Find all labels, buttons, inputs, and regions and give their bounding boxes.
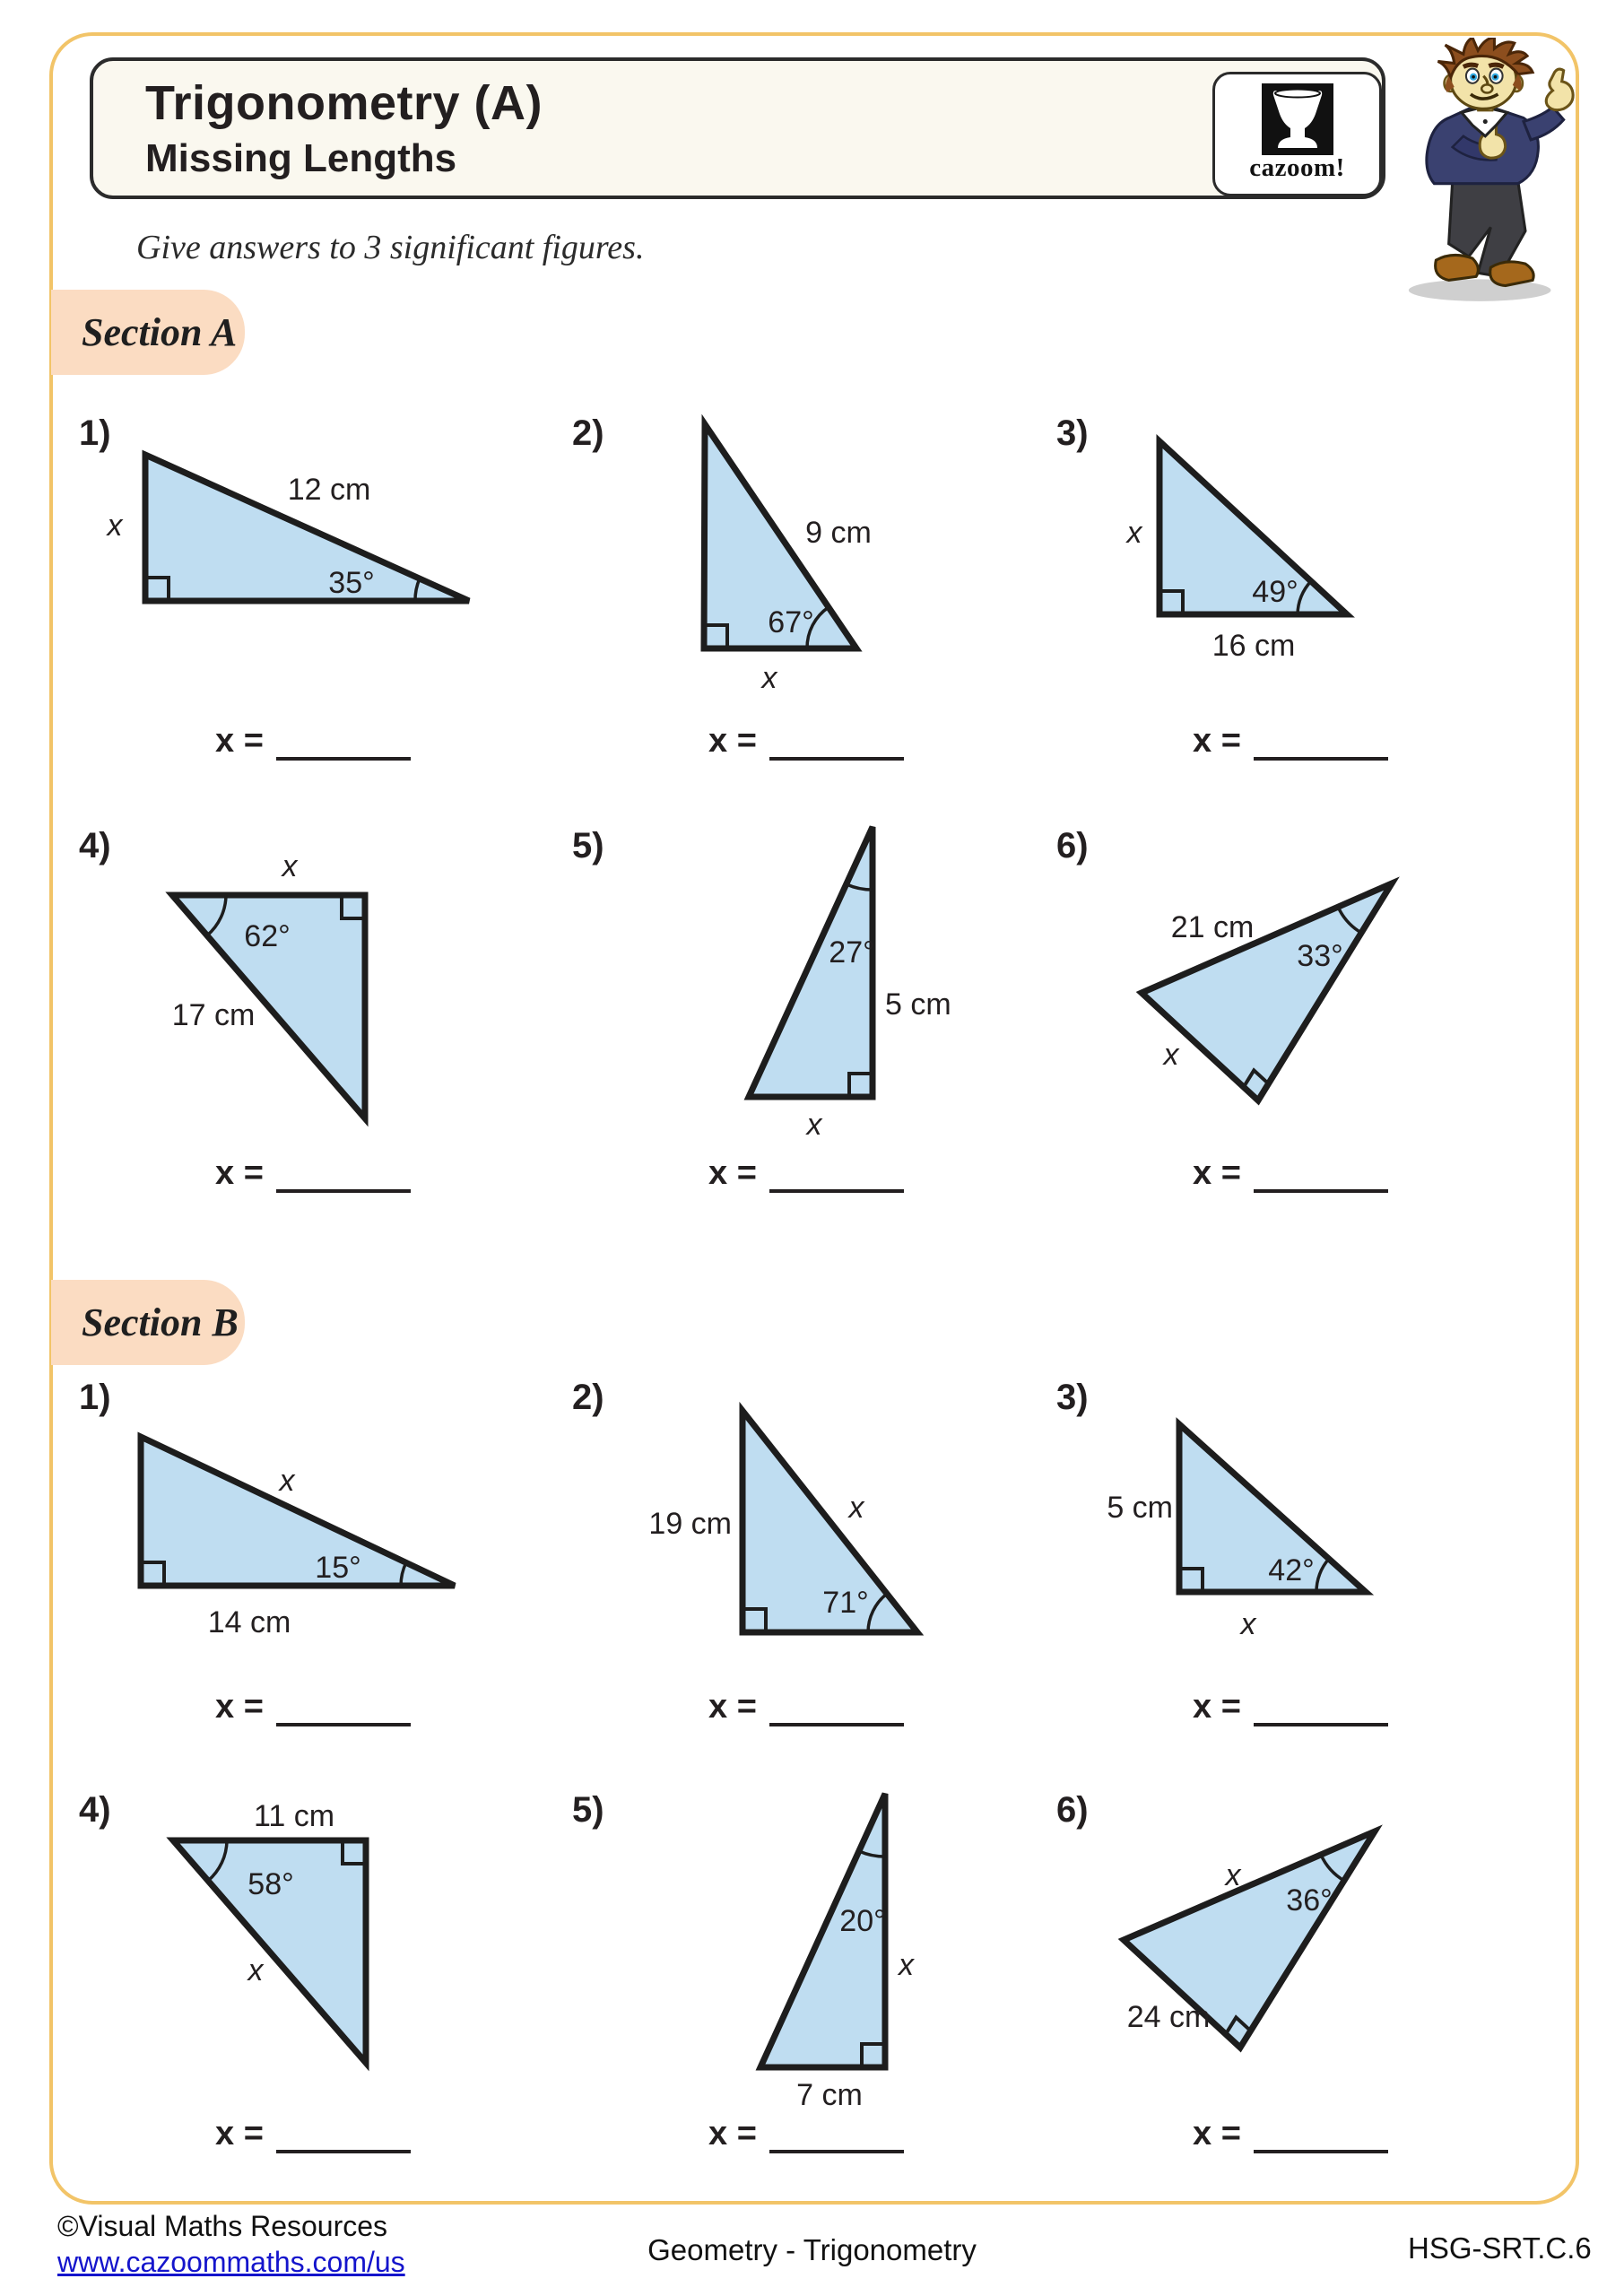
answer-row <box>215 722 411 761</box>
side-label-length: 16 cm <box>1211 629 1296 663</box>
side-label-length: 14 cm <box>207 1605 291 1639</box>
answer-row <box>708 722 904 761</box>
cazoom-logo <box>1212 72 1382 196</box>
side-label-x: x <box>899 1948 914 1982</box>
triangle-diagram <box>1049 1372 1551 1704</box>
triangle-diagram <box>565 1785 1067 2117</box>
page-subtitle: Missing Lengths <box>145 136 457 180</box>
problem-number: 6) <box>1056 1790 1089 1830</box>
triangle-diagram <box>1049 1785 1551 2117</box>
standard-code: HSG-SRT.C.6 <box>1408 2231 1592 2265</box>
angle-label: 33° <box>1297 939 1343 973</box>
answer-blank <box>276 1692 411 1726</box>
side-label-length: 7 cm <box>796 2078 863 2112</box>
angle-label: 27° <box>829 935 875 970</box>
triangle-diagram <box>1049 408 1551 740</box>
problem-number: 1) <box>79 1378 111 1417</box>
angle-label: 71° <box>822 1586 869 1620</box>
side-label-x: x <box>1225 1858 1241 1892</box>
problem-number: 3) <box>1056 1378 1089 1417</box>
problem-number: 4) <box>79 1790 111 1830</box>
problem-number: 2) <box>572 1378 604 1417</box>
problem-b3 <box>1049 1372 1551 1785</box>
side-label-x: x <box>1240 1607 1256 1641</box>
triangle-diagram <box>565 821 1067 1152</box>
answer-row <box>1193 1154 1388 1193</box>
answer-row <box>708 1154 904 1193</box>
side-label-x: x <box>1126 516 1142 550</box>
answer-prefix: x = <box>215 722 264 760</box>
answer-row <box>708 2115 904 2153</box>
triangle-diagram <box>72 821 574 1152</box>
angle-label: 62° <box>244 919 291 953</box>
triangle-diagram <box>565 1372 1067 1704</box>
side-label-x: x <box>248 1953 264 1987</box>
answer-row <box>1193 722 1388 761</box>
answer-prefix: x = <box>1193 1688 1241 1726</box>
problem-a6 <box>1049 821 1551 1233</box>
answer-blank <box>276 726 411 761</box>
problem-a1 <box>72 408 574 821</box>
problem-number: 3) <box>1056 413 1089 453</box>
side-label-length: 24 cm <box>1126 2000 1211 2034</box>
problem-number: 4) <box>79 826 111 865</box>
angle-label: 36° <box>1286 1883 1333 1918</box>
problem-b6 <box>1049 1785 1551 2197</box>
angle-label: 15° <box>315 1551 361 1585</box>
website-link[interactable]: www.cazoommaths.com/us <box>57 2246 405 2278</box>
answer-row <box>215 1154 411 1193</box>
side-label-x: x <box>1163 1038 1179 1072</box>
side-label-length: 12 cm <box>287 473 371 507</box>
answer-prefix: x = <box>708 1688 757 1726</box>
side-label-x: x <box>761 661 777 695</box>
side-label-length: 21 cm <box>1170 910 1255 944</box>
problem-b4 <box>72 1785 574 2197</box>
answer-blank <box>769 2119 904 2153</box>
problem-b1 <box>72 1372 574 1785</box>
drum-logo-icon <box>1262 83 1333 155</box>
footer-topic: Geometry - Trigonometry <box>647 2233 977 2266</box>
problem-a2 <box>565 408 1067 821</box>
problem-number: 5) <box>572 1790 604 1830</box>
answer-prefix: x = <box>1193 722 1241 760</box>
answer-row <box>215 2115 411 2153</box>
section-a-title: Section A <box>82 310 238 354</box>
side-label-x: x <box>848 1491 864 1525</box>
triangle-shape <box>141 1437 455 1586</box>
answer-prefix: x = <box>708 722 757 760</box>
angle-label: 42° <box>1268 1553 1315 1587</box>
answer-prefix: x = <box>708 2115 757 2152</box>
triangle-diagram <box>72 408 574 740</box>
problem-number: 5) <box>572 826 604 865</box>
section-b-title: Section B <box>82 1300 239 1344</box>
side-label-length: 19 cm <box>648 1507 732 1541</box>
instruction-text: Give answers to 3 significant figures. <box>136 229 645 266</box>
title-box <box>90 57 1385 199</box>
answer-blank <box>1254 1692 1388 1726</box>
problem-number: 6) <box>1056 826 1089 865</box>
problem-b5 <box>565 1785 1067 2197</box>
problem-a5 <box>565 821 1067 1233</box>
answer-prefix: x = <box>215 1154 264 1192</box>
answer-row <box>708 1688 904 1726</box>
answer-prefix: x = <box>215 2115 264 2152</box>
triangle-diagram <box>72 1372 574 1704</box>
side-label-length: 5 cm <box>885 987 951 1022</box>
problem-a3 <box>1049 408 1551 821</box>
answer-prefix: x = <box>1193 2115 1241 2152</box>
problem-b2 <box>565 1372 1067 1785</box>
angle-label: 67° <box>768 605 814 639</box>
side-label-length: 5 cm <box>1107 1491 1173 1525</box>
logo-text: cazoom! <box>1249 153 1345 182</box>
angle-label: 35° <box>328 566 375 600</box>
answer-prefix: x = <box>1193 1154 1241 1192</box>
problem-number: 1) <box>79 413 111 453</box>
angle-label: 58° <box>248 1867 294 1901</box>
side-label-x: x <box>806 1108 822 1142</box>
answer-row <box>1193 2115 1388 2153</box>
answer-blank <box>769 1159 904 1193</box>
answer-blank <box>1254 1159 1388 1193</box>
section-a-label <box>51 290 245 375</box>
answer-blank <box>276 1159 411 1193</box>
side-label-x: x <box>279 1464 295 1498</box>
answer-blank <box>769 726 904 761</box>
copyright-text: ©Visual Maths Resources <box>57 2210 388 2242</box>
answer-blank <box>769 1692 904 1726</box>
section-b-label <box>51 1280 245 1365</box>
side-label-length: 17 cm <box>171 998 256 1032</box>
side-label-x: x <box>107 509 123 543</box>
mascot-illustration <box>1388 38 1608 311</box>
answer-blank <box>1254 2119 1388 2153</box>
answer-row <box>1193 1688 1388 1726</box>
answer-prefix: x = <box>708 1154 757 1192</box>
problem-number: 2) <box>572 413 604 453</box>
problem-a4 <box>72 821 574 1233</box>
page-title: Trigonometry (A) <box>145 76 543 130</box>
side-label-length: 9 cm <box>805 516 872 550</box>
triangle-diagram <box>72 1785 574 2117</box>
answer-blank <box>276 2119 411 2153</box>
triangle-diagram <box>1049 821 1551 1152</box>
angle-label: 49° <box>1252 575 1298 609</box>
triangle-diagram <box>565 408 1067 740</box>
page-footer <box>0 2203 1624 2292</box>
answer-blank <box>1254 726 1388 761</box>
side-label-x: x <box>282 849 298 883</box>
side-label-length: 11 cm <box>253 1799 335 1833</box>
angle-label: 20° <box>839 1904 886 1938</box>
answer-prefix: x = <box>215 1688 264 1726</box>
answer-row <box>215 1688 411 1726</box>
